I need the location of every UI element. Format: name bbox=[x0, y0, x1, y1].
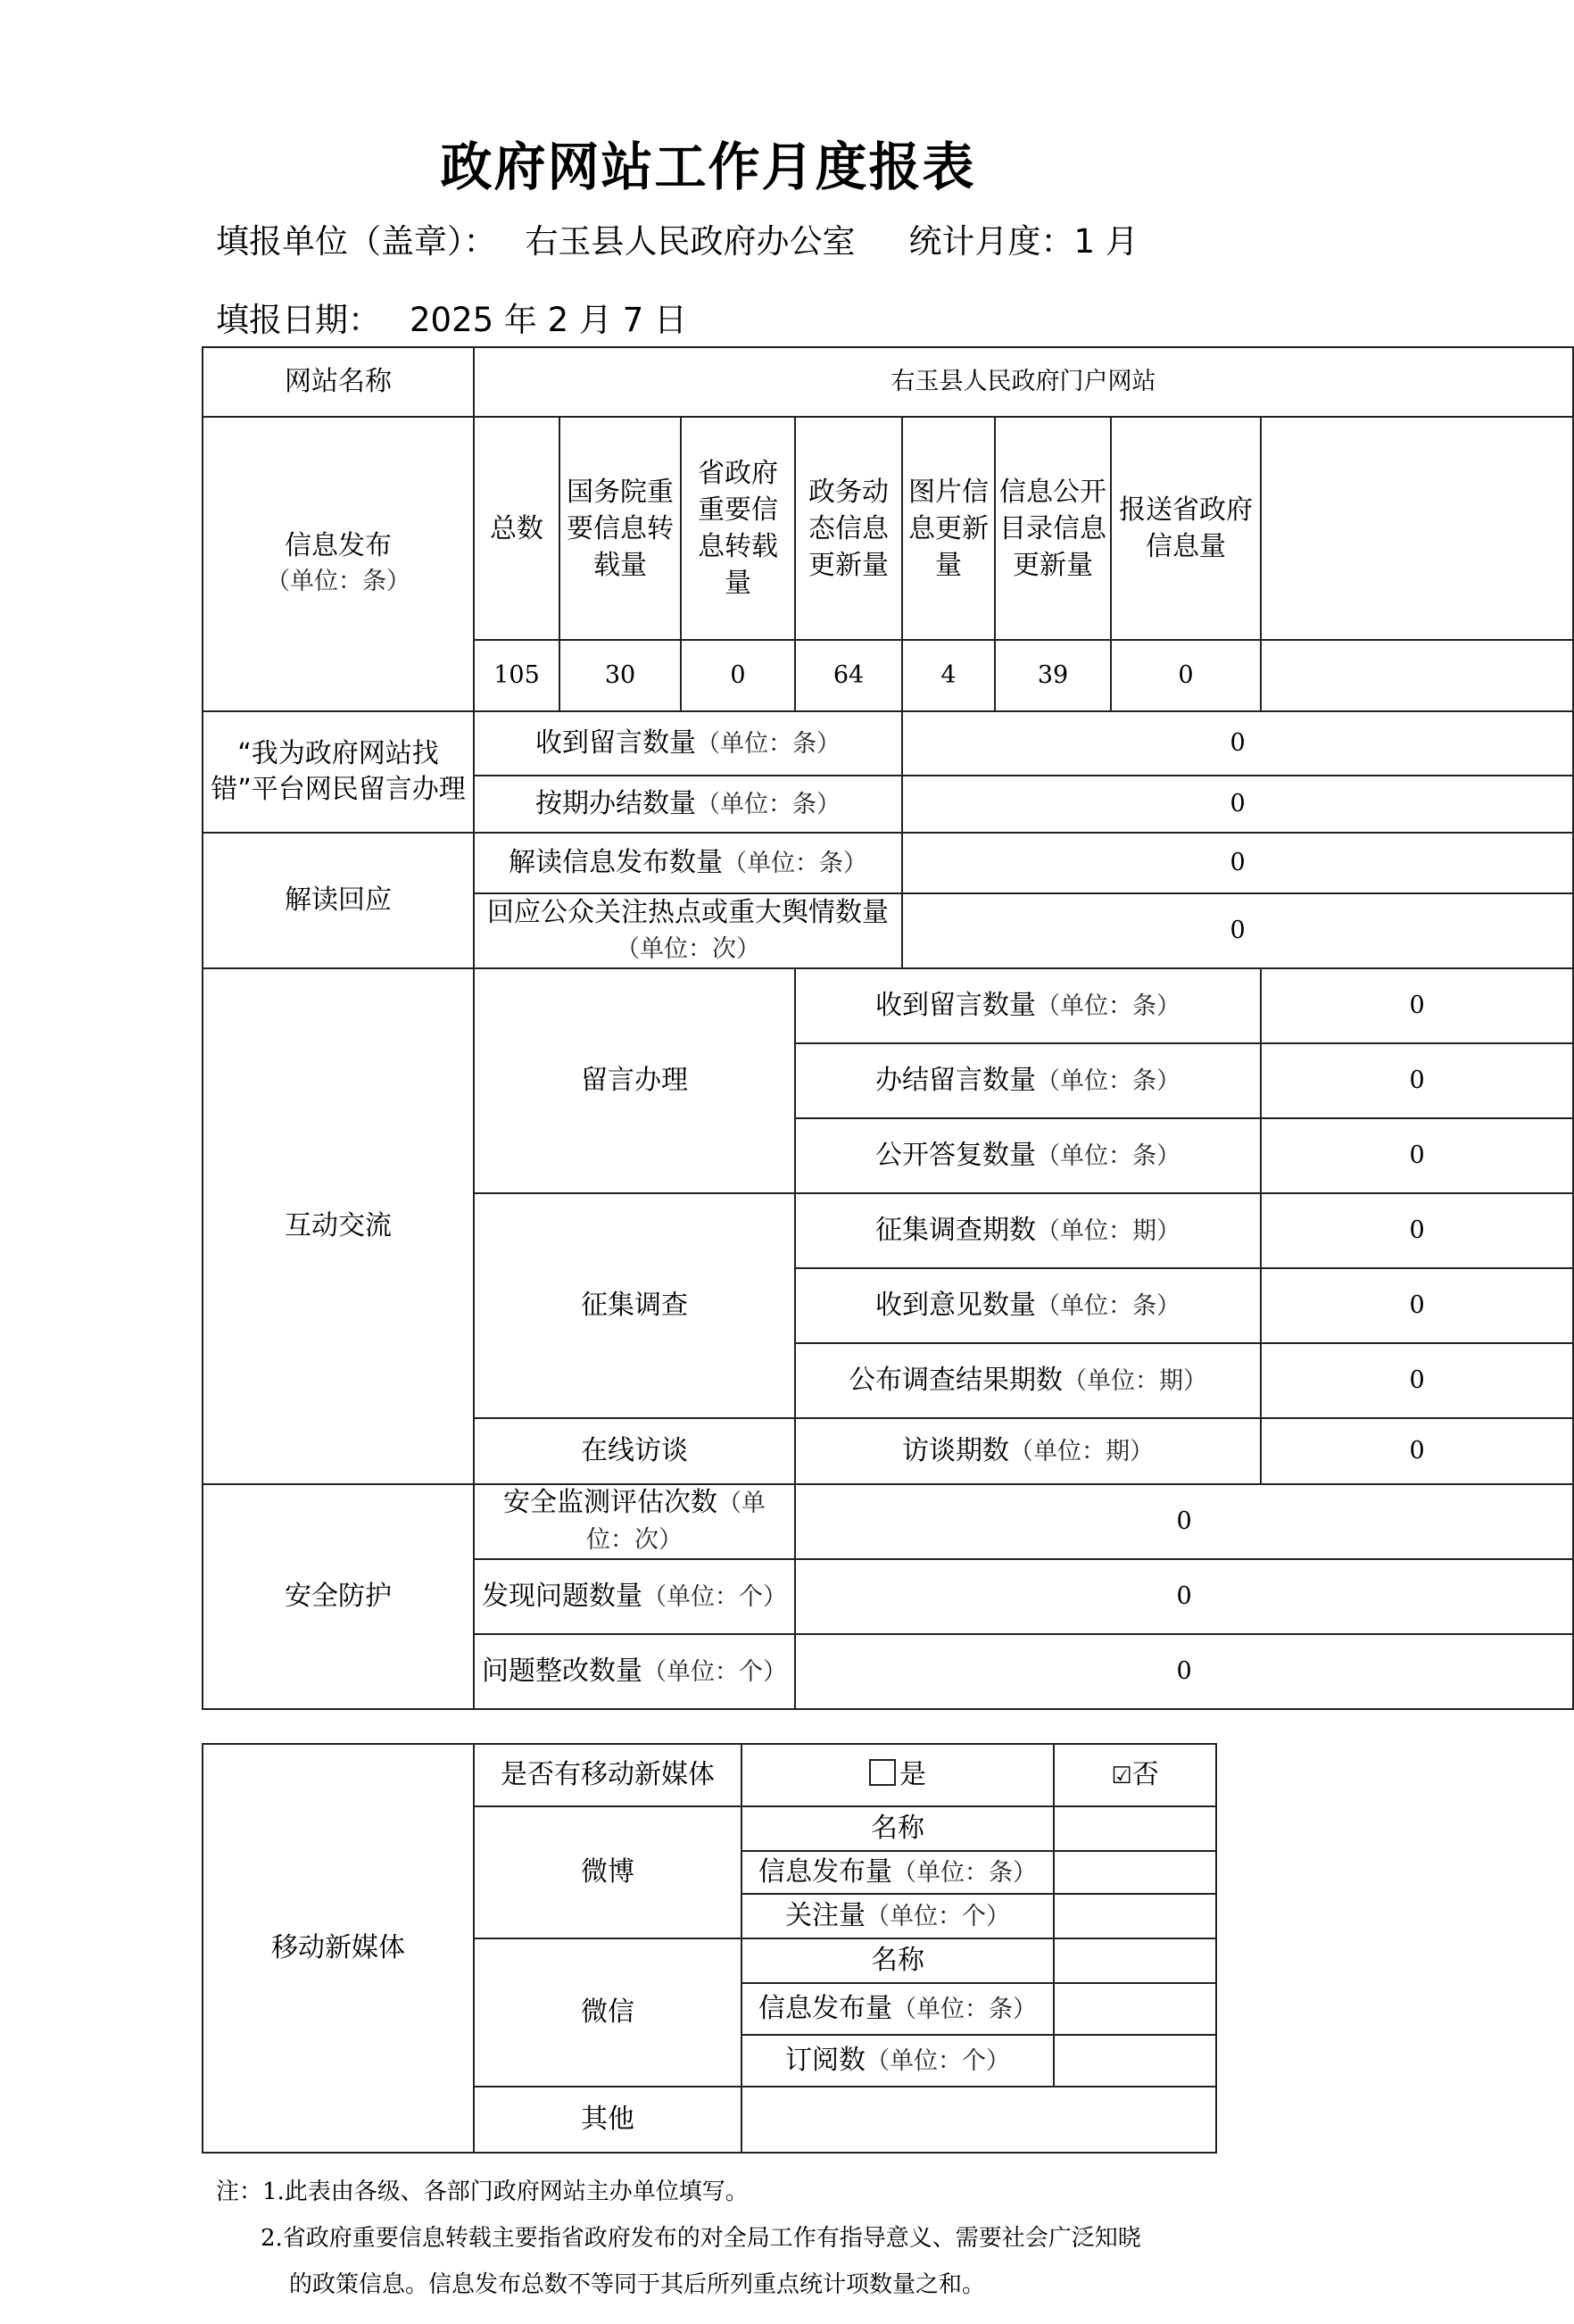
interact-msg-2-unit: （单位：条） bbox=[1036, 1067, 1180, 1095]
weibo-publish-value bbox=[1054, 1851, 1216, 1894]
wechat-publish-unit: （单位：条） bbox=[892, 1995, 1037, 2023]
site-label: 网站名称 bbox=[203, 347, 474, 417]
interpret-row-2-label-cell bbox=[474, 893, 902, 968]
weibo-follow-value bbox=[1054, 1894, 1216, 1938]
interpret-row-2-value: 0 bbox=[902, 893, 1573, 968]
interact-msg-1-unit: （单位：条） bbox=[1036, 992, 1180, 1020]
wechat-subscribe-value bbox=[1054, 2035, 1216, 2087]
publish-col-disclosure: 信息公开目录信息更新量 bbox=[995, 417, 1111, 640]
publish-header-row bbox=[203, 417, 1573, 640]
publish-header-spacer bbox=[1261, 417, 1573, 640]
security-row-2-label: 发现问题数量 bbox=[482, 1580, 642, 1612]
note-2: 2.省政府重要信息转载主要指省政府发布的对全局工作有指导意义、需要社会广泛知晓 bbox=[261, 2225, 1141, 2252]
header-unit-line bbox=[216, 214, 1139, 262]
media-yes-label: 是 bbox=[899, 1759, 926, 1790]
weibo-publish-unit: （单位：条） bbox=[892, 1858, 1037, 1887]
publish-val-province: 0 bbox=[681, 640, 795, 711]
header-date-line bbox=[216, 293, 687, 341]
wechat-label: 微信 bbox=[474, 1938, 741, 2087]
security-row-2-label-cell bbox=[474, 1559, 795, 1634]
publish-col-state-council: 国务院重要信息转载量 bbox=[559, 417, 681, 640]
weibo-publish-label-cell bbox=[741, 1851, 1054, 1894]
interact-survey-1-unit: （单位：期） bbox=[1036, 1216, 1180, 1245]
media-yes-cell[interactable] bbox=[741, 1744, 1054, 1806]
publish-label-cell bbox=[203, 417, 474, 711]
errors-row-1-label-cell bbox=[474, 711, 902, 776]
weibo-name-label: 名称 bbox=[741, 1806, 1054, 1851]
media-has-row bbox=[203, 1744, 1216, 1806]
weibo-follow-label: 关注量 bbox=[785, 1899, 866, 1931]
interact-survey-3-label-cell bbox=[795, 1343, 1261, 1418]
page-title: 政府网站工作月度报表 bbox=[440, 137, 976, 197]
interact-msg-2-value: 0 bbox=[1261, 1043, 1573, 1118]
publish-val-total: 105 bbox=[474, 640, 559, 711]
errors-row-1-value: 0 bbox=[902, 711, 1573, 776]
errors-row-2-label-cell bbox=[474, 776, 902, 833]
interact-interview-label: 在线访谈 bbox=[474, 1418, 795, 1484]
errors-label: “我为政府网站找错”平台网民留言办理 bbox=[203, 711, 474, 833]
interact-msg-3-unit: （单位：条） bbox=[1036, 1141, 1180, 1170]
wechat-publish-label-cell bbox=[741, 1983, 1054, 2035]
media-table bbox=[202, 1743, 1217, 2154]
wechat-subscribe-label: 订阅数 bbox=[785, 2044, 866, 2076]
note-1: 注：1.此表由各级、各部门政府网站主办单位填写。 bbox=[216, 2179, 749, 2205]
errors-row-2-value: 0 bbox=[902, 776, 1573, 833]
interact-msg-1-label: 收到留言数量 bbox=[875, 989, 1036, 1021]
notes bbox=[216, 2169, 1141, 2308]
interact-msg-2-label-cell bbox=[795, 1043, 1261, 1118]
site-value: 右玉县人民政府门户网站 bbox=[474, 347, 1573, 417]
publish-val-gov-news: 64 bbox=[795, 640, 902, 711]
security-row-2-value: 0 bbox=[795, 1559, 1573, 1634]
unit-label: 填报单位（盖章）： bbox=[216, 222, 497, 261]
publish-val-report: 0 bbox=[1111, 640, 1261, 711]
interact-interview-unit: （单位：期） bbox=[1009, 1437, 1154, 1465]
media-no-label: 否 bbox=[1131, 1758, 1159, 1790]
wechat-name-label: 名称 bbox=[741, 1938, 1054, 1983]
weibo-publish-label: 信息发布量 bbox=[758, 1855, 892, 1888]
interact-survey-2-unit: （单位：条） bbox=[1036, 1291, 1180, 1320]
interact-survey-2-label-cell bbox=[795, 1268, 1261, 1343]
month-label: 统计月度： bbox=[908, 222, 1074, 261]
security-label: 安全防护 bbox=[203, 1484, 474, 1709]
interact-survey-1-label-cell bbox=[795, 1193, 1261, 1268]
date-value: 2025 年 2 月 7 日 bbox=[410, 301, 688, 339]
media-other-label: 其他 bbox=[474, 2087, 741, 2153]
wechat-subscribe-unit: （单位：个） bbox=[866, 2046, 1010, 2075]
errors-row-2-label: 按期办结数量 bbox=[535, 787, 696, 819]
publish-val-image: 4 bbox=[902, 640, 995, 711]
interpret-row-2-label: 回应公众关注热点或重大舆情数量 bbox=[487, 896, 889, 928]
publish-values-spacer bbox=[1261, 640, 1573, 711]
weibo-name-value bbox=[1054, 1806, 1216, 1851]
interpret-row-1-unit: （单位：条） bbox=[723, 849, 867, 877]
wechat-subscribe-label-cell bbox=[741, 2035, 1054, 2087]
wechat-publish-label: 信息发布量 bbox=[758, 1992, 892, 2024]
interact-msg-1-value: 0 bbox=[1261, 968, 1573, 1043]
interact-interview-row-label-cell bbox=[795, 1418, 1261, 1484]
interact-msg-2-label: 办结留言数量 bbox=[875, 1064, 1036, 1096]
security-row-1 bbox=[203, 1484, 1573, 1559]
interact-survey-3-unit: （单位：期） bbox=[1063, 1366, 1207, 1395]
interpret-row-1-value: 0 bbox=[902, 833, 1573, 893]
interact-msg-3-value: 0 bbox=[1261, 1118, 1573, 1193]
interpret-row-1-label: 解读信息发布数量 bbox=[509, 846, 723, 878]
checkbox-checked-icon[interactable]: ☑ bbox=[1111, 1762, 1132, 1789]
errors-row-1 bbox=[203, 711, 1573, 776]
publish-col-gov-news: 政务动态信息更新量 bbox=[795, 417, 902, 640]
interact-msg-3-label: 公开答复数量 bbox=[875, 1139, 1036, 1171]
report-table bbox=[202, 346, 1574, 1710]
site-row bbox=[203, 347, 1573, 417]
checkbox-empty-icon[interactable] bbox=[869, 1759, 896, 1786]
errors-row-2-unit: （单位：条） bbox=[696, 790, 841, 818]
date-label: 填报日期： bbox=[216, 301, 381, 339]
security-row-1-label: 安全监测评估次数 bbox=[503, 1487, 717, 1518]
publish-col-total: 总数 bbox=[474, 417, 559, 640]
interact-survey-2-value: 0 bbox=[1261, 1268, 1573, 1343]
interpret-row-1-label-cell bbox=[474, 833, 902, 893]
interact-survey-1-label: 征集调查期数 bbox=[875, 1214, 1036, 1246]
interact-msg-3-label-cell bbox=[795, 1118, 1261, 1193]
security-row-3-label-cell bbox=[474, 1634, 795, 1709]
interact-message-label: 留言办理 bbox=[474, 968, 795, 1193]
errors-row-1-label: 收到留言数量 bbox=[535, 726, 696, 759]
security-row-1-label-cell bbox=[474, 1484, 795, 1559]
security-row-1-value: 0 bbox=[795, 1484, 1573, 1559]
note-2-continued: 的政策信息。信息发布总数不等同于其后所列重点统计项数量之和。 bbox=[289, 2271, 986, 2298]
security-row-3-unit: （单位：个） bbox=[642, 1657, 787, 1686]
publish-val-disclosure: 39 bbox=[995, 640, 1111, 711]
media-other-value bbox=[741, 2087, 1216, 2153]
weibo-label: 微博 bbox=[474, 1806, 741, 1938]
interact-msg-1-label-cell bbox=[795, 968, 1261, 1043]
media-label: 移动新媒体 bbox=[203, 1744, 474, 2153]
interact-survey-3-value: 0 bbox=[1261, 1343, 1573, 1418]
month-value: 1 月 bbox=[1073, 222, 1139, 261]
errors-row-1-unit: （单位：条） bbox=[696, 729, 841, 758]
interact-survey-3-label: 公布调查结果期数 bbox=[849, 1364, 1063, 1396]
security-row-2-unit: （单位：个） bbox=[642, 1582, 787, 1611]
unit-value: 右玉县人民政府办公室 bbox=[525, 222, 856, 261]
interact-survey-2-label: 收到意见数量 bbox=[875, 1289, 1036, 1321]
interact-survey-1-value: 0 bbox=[1261, 1193, 1573, 1268]
interpret-label: 解读回应 bbox=[203, 833, 474, 968]
interact-interview-row-label: 访谈期数 bbox=[902, 1434, 1009, 1466]
publish-label: 信息发布 bbox=[285, 530, 392, 561]
interact-label: 互动交流 bbox=[203, 968, 474, 1484]
interpret-row-2-unit: （单位：次） bbox=[616, 934, 760, 963]
publish-col-report: 报送省政府信息量 bbox=[1111, 417, 1261, 640]
publish-unit: （单位：条） bbox=[266, 568, 410, 595]
weibo-follow-unit: （单位：个） bbox=[866, 1902, 1010, 1930]
interact-interview-value: 0 bbox=[1261, 1418, 1573, 1484]
interact-msg-row-1 bbox=[203, 968, 1573, 1043]
weibo-follow-label-cell bbox=[741, 1894, 1054, 1938]
wechat-publish-value bbox=[1054, 1983, 1216, 2035]
media-has-label: 是否有移动新媒体 bbox=[474, 1744, 741, 1806]
media-no-cell[interactable] bbox=[1054, 1744, 1216, 1806]
security-row-3-label: 问题整改数量 bbox=[482, 1655, 642, 1687]
security-row-3-value: 0 bbox=[795, 1634, 1573, 1709]
publish-col-province: 省政府重要信息转载量 bbox=[681, 417, 795, 640]
publish-col-image: 图片信息更新量 bbox=[902, 417, 995, 640]
interact-survey-label: 征集调查 bbox=[474, 1193, 795, 1418]
wechat-name-value bbox=[1054, 1938, 1216, 1983]
publish-val-state-council: 30 bbox=[559, 640, 681, 711]
security-row-1-unit: （单位：次） bbox=[586, 1490, 766, 1554]
interpret-row-1 bbox=[203, 833, 1573, 893]
